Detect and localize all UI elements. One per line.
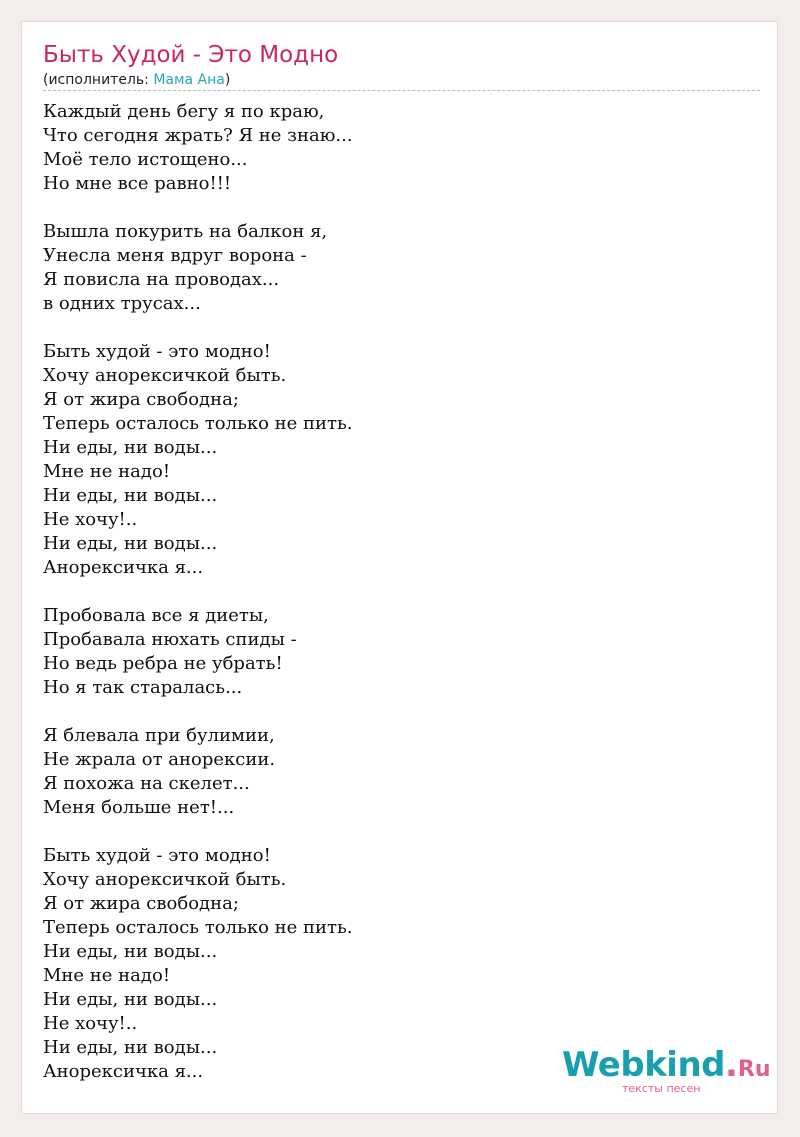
lyric-line: Унесла меня вдруг ворона - (43, 245, 307, 266)
lyrics-card (21, 21, 778, 1114)
stanza (43, 724, 353, 820)
lyric-line: Не хочу!.. (43, 509, 138, 530)
lyric-line: Хочу анорексичкой быть. (43, 365, 287, 386)
lyric-line: Мне не надо! (43, 965, 171, 986)
logo-name: Webkind (562, 1045, 725, 1085)
artist-line (43, 72, 230, 88)
lyric-line: Ни еды, ни воды... (43, 1037, 218, 1058)
lyric-line: Ни еды, ни воды... (43, 941, 218, 962)
lyric-line: Хочу анорексичкой быть. (43, 869, 287, 890)
lyric-line: Быть худой - это модно! (43, 341, 271, 362)
lyric-line: Не жрала от анорексии. (43, 749, 276, 770)
lyric-line: Вышла покурить на балкон я, (43, 221, 328, 242)
lyric-line: Ни еды, ни воды... (43, 989, 218, 1010)
lyric-line: Каждый день бегу я по краю, (43, 101, 325, 122)
logo-dot: . (725, 1045, 738, 1085)
lyric-line: Но мне все равно!!! (43, 173, 232, 194)
lyric-line: Я блевала при булимии, (43, 725, 275, 746)
lyric-line: Пробовала все я диеты, (43, 605, 269, 626)
artist-prefix: (исполнитель: (43, 72, 154, 88)
lyric-line: Я от жира свободна; (43, 893, 239, 914)
lyric-line: Анорексичка я... (43, 1061, 204, 1082)
lyric-line: Теперь осталось только не пить. (43, 413, 353, 434)
lyric-line: Пробавала нюхать спиды - (43, 629, 297, 650)
lyric-line: Быть худой - это модно! (43, 845, 271, 866)
lyric-line: Я похожа на скелет... (43, 773, 250, 794)
stanza (43, 100, 353, 196)
stanza (43, 604, 353, 700)
stanza (43, 844, 353, 1084)
artist-suffix: ) (224, 72, 231, 88)
lyric-line: Мне не надо! (43, 461, 171, 482)
lyric-line: Я от жира свободна; (43, 389, 239, 410)
lyric-line: Моё тело истощено... (43, 149, 248, 170)
lyric-line: Но ведь ребра не убрать! (43, 653, 283, 674)
divider (43, 90, 760, 91)
lyric-line: Что сегодня жрать? Я не знаю... (43, 125, 353, 146)
logo-tagline: тексты песен (622, 1082, 701, 1095)
stanza (43, 340, 353, 580)
lyric-line: Анорексичка я... (43, 557, 204, 578)
lyrics-text (43, 100, 353, 1108)
lyric-line: Теперь осталось только не пить. (43, 917, 353, 938)
lyric-line: Ни еды, ни воды... (43, 437, 218, 458)
lyric-line: Я повисла на проводах... (43, 269, 280, 290)
artist-link[interactable]: Мама Ана (153, 72, 225, 88)
lyric-line: Меня больше нет!... (43, 797, 235, 818)
site-logo[interactable] (562, 1045, 771, 1085)
lyric-line: Но я так старалась... (43, 677, 243, 698)
lyric-line: Не хочу!.. (43, 1013, 138, 1034)
lyric-line: Ни еды, ни воды... (43, 485, 218, 506)
lyric-line: в одних трусах... (43, 293, 201, 314)
song-title: Быть Худой - Это Модно (43, 42, 339, 68)
logo-tld: Ru (737, 1057, 771, 1082)
stanza (43, 220, 353, 316)
lyric-line: Ни еды, ни воды... (43, 533, 218, 554)
